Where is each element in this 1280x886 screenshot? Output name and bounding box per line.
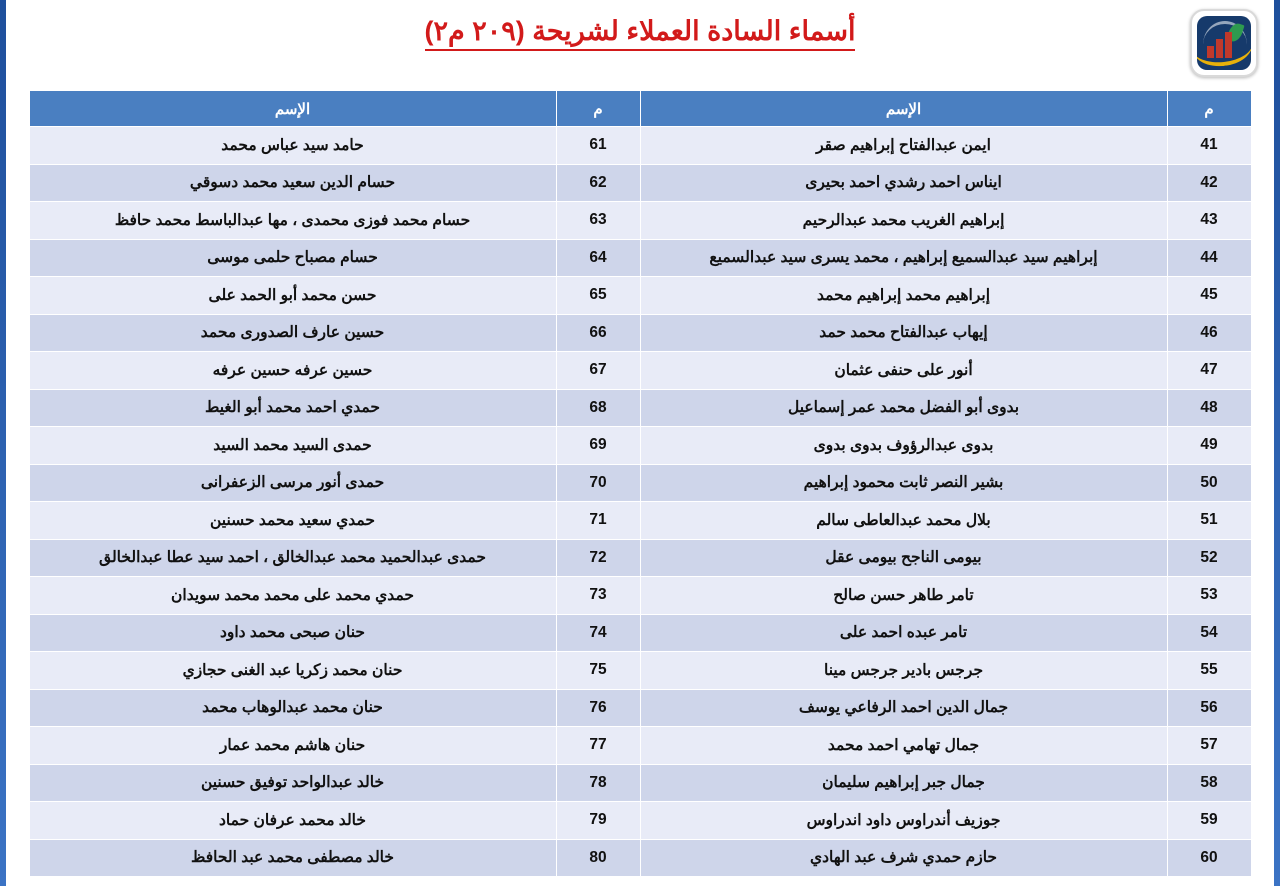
cell-num-right: 45 — [1167, 277, 1251, 315]
cell-num-right: 43 — [1167, 202, 1251, 240]
cell-name-left: حمدي احمد محمد أبو الغيط — [29, 389, 556, 427]
table-row — [29, 464, 1251, 502]
cell-num-left: 65 — [556, 277, 640, 315]
cell-name-right: حازم حمدي شرف عبد الهادي — [640, 839, 1167, 877]
cell-num-right: 44 — [1167, 239, 1251, 277]
table-row — [29, 127, 1251, 165]
table-body — [29, 127, 1251, 877]
cell-name-right: إبراهيم سيد عبدالسميع إبراهيم ، محمد يسرى سيد عبدالسميع — [640, 239, 1167, 277]
table-row — [29, 764, 1251, 802]
cell-num-right: 47 — [1167, 352, 1251, 390]
cell-num-right: 60 — [1167, 839, 1251, 877]
cell-name-right: بشير النصر ثابت محمود إبراهيم — [640, 464, 1167, 502]
cell-num-right: 49 — [1167, 427, 1251, 465]
page-border-left — [0, 0, 6, 886]
table-row — [29, 539, 1251, 577]
table-row — [29, 727, 1251, 765]
column-header-num-left: م — [556, 91, 640, 127]
cell-name-left: حسين عرفه حسين عرفه — [29, 352, 556, 390]
column-header-name-left: الإسم — [29, 91, 556, 127]
table-row — [29, 802, 1251, 840]
table-row — [29, 577, 1251, 615]
cell-name-right: جوزيف أندراوس داود اندراوس — [640, 802, 1167, 840]
table-row — [29, 277, 1251, 315]
cell-name-left: حسام محمد فوزى محمدى ، مها عبدالباسط محمد حافظ — [29, 202, 556, 240]
table-row — [29, 239, 1251, 277]
cell-name-right: جرجس بادير جرجس مينا — [640, 652, 1167, 690]
table-row — [29, 652, 1251, 690]
cell-num-right: 41 — [1167, 127, 1251, 165]
cell-name-right: بدوى عبدالرؤوف بدوى بدوى — [640, 427, 1167, 465]
cell-num-right: 48 — [1167, 389, 1251, 427]
table-row — [29, 352, 1251, 390]
table-row — [29, 502, 1251, 540]
cell-num-left: 62 — [556, 164, 640, 202]
table-row — [29, 202, 1251, 240]
cell-num-left: 79 — [556, 802, 640, 840]
cell-num-right: 58 — [1167, 764, 1251, 802]
cell-num-left: 69 — [556, 427, 640, 465]
cell-num-right: 57 — [1167, 727, 1251, 765]
cell-name-right: إيهاب عبدالفتاح محمد حمد — [640, 314, 1167, 352]
document-header — [0, 0, 1280, 82]
cell-num-right: 42 — [1167, 164, 1251, 202]
cell-name-right: جمال تهامي احمد محمد — [640, 727, 1167, 765]
cell-num-right: 50 — [1167, 464, 1251, 502]
cell-name-left: حمدى أنور مرسى الزعفرانى — [29, 464, 556, 502]
page-border-right — [1274, 0, 1280, 886]
table-row — [29, 389, 1251, 427]
cell-name-left: حنان صبحى محمد داود — [29, 614, 556, 652]
table-row — [29, 614, 1251, 652]
cell-name-left: حنان محمد عبدالوهاب محمد — [29, 689, 556, 727]
cell-name-left: حسن محمد أبو الحمد على — [29, 277, 556, 315]
cell-num-left: 76 — [556, 689, 640, 727]
cell-name-right: تامر طاهر حسن صالح — [640, 577, 1167, 615]
cell-name-right: ايمن عبدالفتاح إبراهيم صقر — [640, 127, 1167, 165]
cell-name-left: خالد محمد عرفان حماد — [29, 802, 556, 840]
cell-num-left: 78 — [556, 764, 640, 802]
cell-name-left: حسام مصباح حلمى موسى — [29, 239, 556, 277]
table-row — [29, 164, 1251, 202]
cell-name-left: حمدي محمد على محمد محمد سويدان — [29, 577, 556, 615]
column-header-num-right: م — [1167, 91, 1251, 127]
cell-num-left: 73 — [556, 577, 640, 615]
cell-num-left: 68 — [556, 389, 640, 427]
cell-num-left: 75 — [556, 652, 640, 690]
column-header-name-right: الإسم — [640, 91, 1167, 127]
cell-name-left: خالد مصطفى محمد عبد الحافظ — [29, 839, 556, 877]
cell-name-left: حمدى السيد محمد السيد — [29, 427, 556, 465]
page-title-text: أسماء السادة العملاء لشريحة (٢٠٩ م٢) — [425, 16, 856, 51]
cell-name-right: إبراهيم الغريب محمد عبدالرحيم — [640, 202, 1167, 240]
cell-num-left: 66 — [556, 314, 640, 352]
cell-name-left: حنان هاشم محمد عمار — [29, 727, 556, 765]
cell-num-left: 63 — [556, 202, 640, 240]
table-header-row — [29, 91, 1251, 127]
cell-num-left: 61 — [556, 127, 640, 165]
cell-name-left: حسام الدين سعيد محمد دسوقي — [29, 164, 556, 202]
cell-name-left: حنان محمد زكريا عبد الغنى حجازي — [29, 652, 556, 690]
table-row — [29, 839, 1251, 877]
page-title — [0, 16, 1280, 47]
cell-num-left: 67 — [556, 352, 640, 390]
cell-name-right: بلال محمد عبدالعاطى سالم — [640, 502, 1167, 540]
cell-num-right: 59 — [1167, 802, 1251, 840]
cell-name-right: أنور على حنفى عثمان — [640, 352, 1167, 390]
cell-name-left: خالد عبدالواحد توفيق حسنين — [29, 764, 556, 802]
cell-num-left: 77 — [556, 727, 640, 765]
cell-name-left: حسين عارف الصدورى محمد — [29, 314, 556, 352]
cell-name-right: بدوى أبو الفضل محمد عمر إسماعيل — [640, 389, 1167, 427]
table-row — [29, 427, 1251, 465]
table-row — [29, 689, 1251, 727]
cell-name-right: إبراهيم محمد إبراهيم محمد — [640, 277, 1167, 315]
cell-num-left: 72 — [556, 539, 640, 577]
cell-num-left: 80 — [556, 839, 640, 877]
cell-name-right: تامر عبده احمد على — [640, 614, 1167, 652]
cell-num-right: 51 — [1167, 502, 1251, 540]
cell-num-right: 55 — [1167, 652, 1251, 690]
cell-num-left: 74 — [556, 614, 640, 652]
table-row — [29, 314, 1251, 352]
cell-name-right: جمال الدين احمد الرفاعي يوسف — [640, 689, 1167, 727]
cell-name-right: بيومى الناجح بيومى عقل — [640, 539, 1167, 577]
cell-num-left: 71 — [556, 502, 640, 540]
cell-num-right: 53 — [1167, 577, 1251, 615]
cell-name-left: حمدى عبدالحميد محمد عبدالخالق ، احمد سيد عطا عبدالخالق — [29, 539, 556, 577]
cell-num-right: 54 — [1167, 614, 1251, 652]
cell-num-right: 52 — [1167, 539, 1251, 577]
cell-name-right: جمال جبر إبراهيم سليمان — [640, 764, 1167, 802]
cell-name-left: حامد سيد عباس محمد — [29, 127, 556, 165]
cell-num-left: 64 — [556, 239, 640, 277]
clients-table — [29, 90, 1252, 877]
cell-num-right: 46 — [1167, 314, 1251, 352]
cell-name-left: حمدي سعيد محمد حسنين — [29, 502, 556, 540]
cell-name-right: ايناس احمد رشدي احمد بحيرى — [640, 164, 1167, 202]
cell-num-right: 56 — [1167, 689, 1251, 727]
cell-num-left: 70 — [556, 464, 640, 502]
